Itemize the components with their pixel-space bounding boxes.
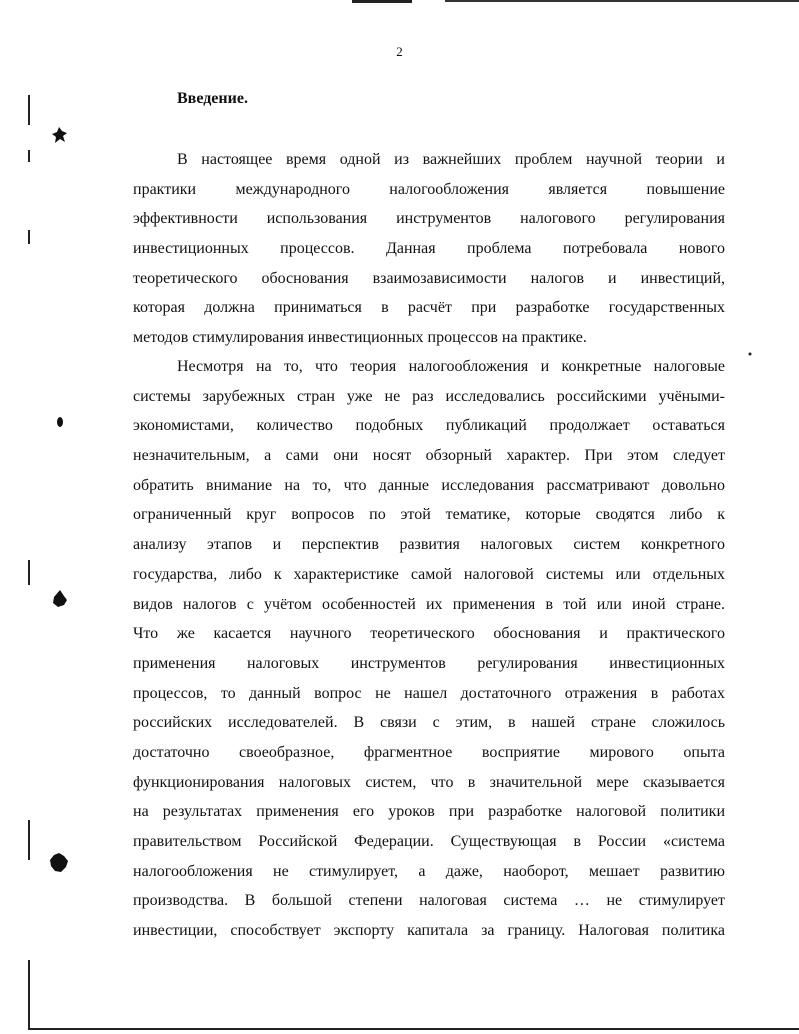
scan-edge-left	[28, 820, 30, 860]
text-line: системы зарубежных стран уже не раз исследовались российскими учёными-	[133, 387, 725, 405]
text-line: обратить внимание на то, что данные исследования рассматривают довольно	[133, 476, 725, 494]
text-line: достаточно своеобразное, фрагментное восприятие мирового опыта	[133, 743, 725, 761]
text-line: инвестиционных процессов. Данная проблема потребовала нового	[133, 240, 725, 258]
text-line: теоретического обоснования взаимозависимости налогов и инвестиций,	[133, 269, 725, 287]
text-line: эффективности использования инструментов налогового регулирования	[133, 210, 725, 228]
text-line: Несмотря на то, что теория налогообложения и конкретные налоговые	[177, 358, 725, 375]
text-line: В настоящее время одной из важнейших проблем научной теории и	[177, 151, 725, 168]
text-line: ограниченный круг вопросов по этой тематике, которые сводятся либо к	[133, 506, 725, 524]
text-line: методов стимулирования инвестиционных процессов на практике.	[133, 329, 587, 347]
text-line: функционирования налоговых систем, что в значительной мере сказывается	[133, 773, 725, 791]
text-line: государства, либо к характеристике самой налоговой системы или отдельных	[133, 565, 725, 583]
text-line: применения налоговых инструментов регулирования инвестиционных	[133, 654, 725, 672]
text-line: которая должна приниматься в расчёт при разработке государственных	[133, 299, 725, 317]
text-line: процессов, то данный вопрос не нашел достаточного отражения в работах	[133, 684, 725, 702]
text-line: видов налогов с учётом особенностей их применения в той или иной стране.	[133, 595, 725, 613]
scan-edge-top-left	[352, 0, 412, 3]
text-line: анализу этапов и перспектив развития налоговых систем конкретного	[133, 536, 725, 554]
section-heading: Введение.	[177, 90, 248, 107]
scan-edge-left	[28, 960, 30, 1030]
text-line: практики международного налогообложения является повышение	[133, 180, 725, 198]
text-line: производства. В большой степени налоговая система … не стимулирует	[133, 892, 725, 910]
scan-edge-left	[28, 95, 30, 125]
text-line: инвестиции, способствует экспорту капитала за границу. Налоговая политика	[133, 922, 725, 940]
ink-blot	[52, 590, 68, 608]
paragraph-1	[133, 145, 725, 353]
scan-edge-bottom	[30, 1028, 799, 1030]
ink-blot	[52, 126, 68, 144]
scan-edge-left	[28, 150, 30, 162]
text-line: Что же касается научного теоретического обоснования и практического	[133, 625, 725, 643]
text-line: российских исследователей. В связи с этим, в нашей стране сложилось	[133, 714, 725, 732]
text-line: правительством Российской Федерации. Существующая в России «система	[133, 833, 725, 850]
page-number: 2	[396, 44, 403, 59]
text-line: незначительным, а сами они носят обзорный характер. При этом следует	[133, 447, 725, 465]
ink-blot	[49, 852, 69, 874]
ink-dot	[748, 352, 752, 356]
text-line: экономистами, количество подобных публикаций продолжает оставаться	[133, 417, 725, 435]
scan-edge-top-right	[445, 0, 799, 2]
text-line: налогообложения не стимулирует, а даже, наоборот, мешает развитию	[133, 862, 725, 880]
ink-blot	[56, 416, 64, 428]
text-line: на результатах применения его уроков при разработке налоговой политики	[133, 803, 725, 821]
scan-edge-left	[28, 560, 30, 585]
paragraph-2	[133, 352, 725, 946]
scan-edge-left	[28, 230, 30, 244]
